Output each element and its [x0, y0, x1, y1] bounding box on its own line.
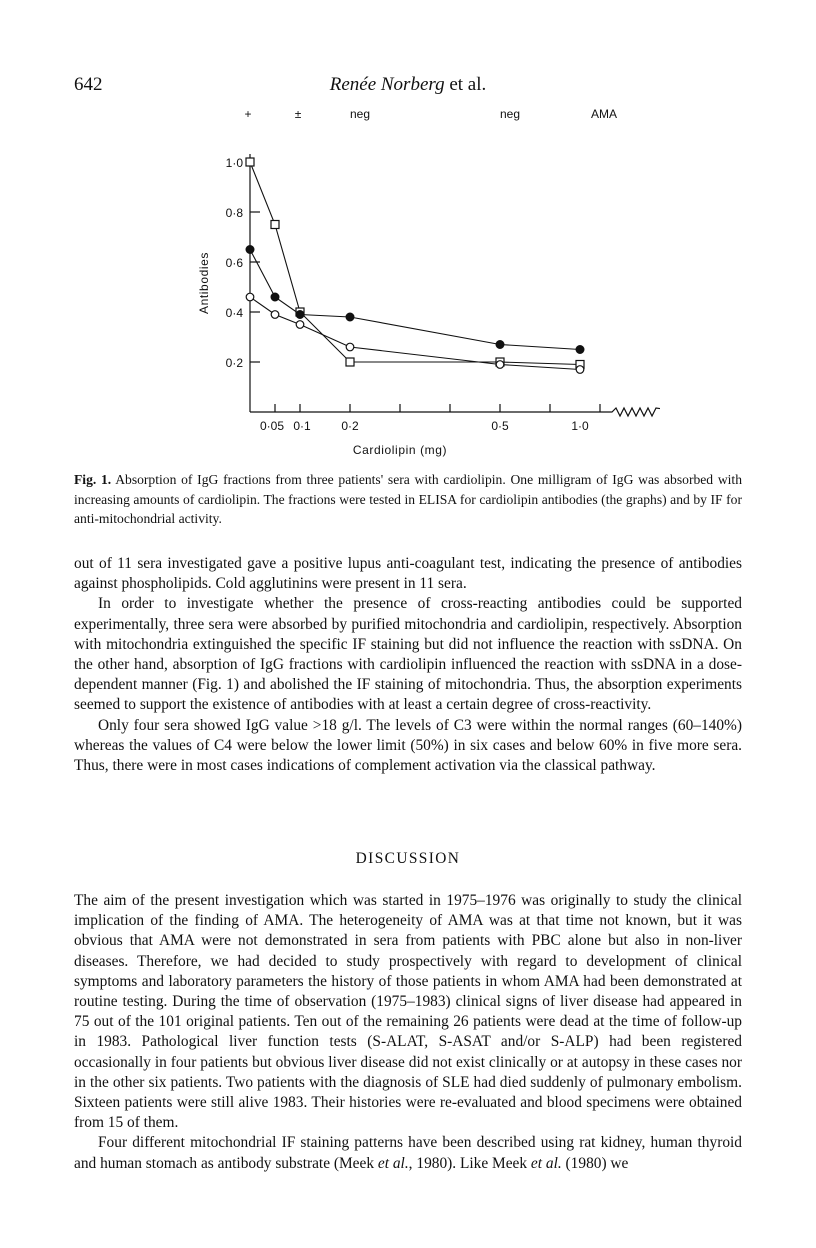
y-tick-label: 0·4	[225, 306, 243, 320]
data-point-open-square	[246, 158, 254, 166]
data-point-open-circle	[496, 361, 504, 369]
et-al-italic: et al.	[377, 1154, 409, 1172]
top-label: +	[244, 107, 252, 121]
data-point-open-circle	[346, 343, 354, 351]
discussion-p2-part-b: , 1980). Like Meek	[408, 1154, 531, 1172]
results-paragraph-2: In order to investigate whether the presence of cross-reacting antibodies could be supported experimentally, three sera were absorbed by purified mitochondria and cardiolipin, respectively. Absorption with mitochondria extinguished the specific IF staining but did not influence the reaction with ssDNA. On the other hand, absorption of IgG fractions with cardiolipin influenced the reaction with ssDNA in a dose-dependent manner (Fig. 1) and abolished the IF staining of mitochondria. Thus, the absorption experiments seemed to support the existence of antibodies with at least a certain degree of cross-reactivity.	[74, 595, 742, 714]
x-tick-label: 0·1	[293, 419, 311, 433]
running-title	[74, 74, 742, 96]
y-tick-label: 1·0	[225, 156, 243, 170]
top-label: neg	[349, 107, 371, 121]
author-name: Renée Norberg	[329, 74, 445, 95]
figure-caption	[74, 470, 742, 529]
y-tick-label: 0·2	[225, 356, 243, 370]
results-paragraph-3: Only four sera showed IgG value >18 g/l. The levels of C3 were within the normal ranges (60–140%) whereas the values of C4 were below the lower limit (50%) in six cases and below 60% in five more sera. Thus, there were in most cases indications of complement activation via the classical pathway.	[74, 716, 742, 775]
data-point-filled-circle	[296, 311, 304, 319]
series-line	[250, 250, 580, 350]
discussion-text	[74, 891, 742, 1174]
page-number: 642	[74, 74, 103, 95]
discussion-paragraph-1: The aim of the present investigation which was started in 1975–1976 was originally to study the clinical implication of the finding of AMA. The heterogeneity of AMA was at that time not known, but it was obvious that AMA were not demonstrated in sera from patients with PBC alone but also in non-liver diseases. Therefore, we had decided to study prospectively with regard to development of clinical symptoms and laboratory parameters the history of those patients in whom AMA had been demonstrated at routine testing. During the time of observation (1975–1983) clinical signs of liver disease had appeared in 75 out of the 101 original patients. Ten out of the remaining 26 patients were dead at the time of follow-up in 1983. Pathological liver function tests (S-ALAT, S-ASAT and/or S-ALP) had been registered occasionally in four patients but obvious liver disease did not exist clinically or at autopsy in these cases nor in the other six patients. Two patients with the diagnosis of SLE had died suddenly of pulmonary embolism. Sixteen patients were still alive 1983. Their histories were re-evaluated and blood specimens were obtained from 15 of them.	[74, 892, 742, 1132]
x-tick-label: 1·0	[571, 419, 589, 433]
y-tick-label: 0·6	[225, 256, 243, 270]
y-tick-label: 0·8	[225, 206, 243, 220]
data-point-open-square	[346, 358, 354, 366]
discussion-p2-part-a: Four different mitochondrial IF staining patterns have been described using rat kidney, human thyroid and human stomach as antibody substrate (Meek	[74, 1134, 742, 1172]
data-point-filled-circle	[271, 293, 279, 301]
et-al-italic: et al.	[530, 1154, 562, 1172]
data-point-open-circle	[296, 321, 304, 329]
data-point-filled-circle	[246, 246, 254, 254]
x-axis-line-with-break	[250, 408, 660, 416]
data-point-open-circle	[576, 366, 584, 374]
x-tick-label: 0·2	[341, 419, 359, 433]
data-point-filled-circle	[576, 346, 584, 354]
results-text	[74, 554, 742, 776]
figure-1-chart	[180, 98, 660, 466]
x-axis-label: Cardiolipin (mg)	[352, 443, 448, 457]
section-heading: DISCUSSION	[355, 850, 461, 867]
results-paragraph-1: out of 11 sera investigated gave a positive lupus anti-coagulant test, indicating the presence of antibodies against phospholipids. Cold agglutinins were present in 11 sera.	[74, 555, 742, 593]
running-header	[74, 74, 742, 100]
et-al: et al.	[444, 74, 487, 95]
y-axis-label: Antibodies	[197, 251, 211, 315]
data-point-filled-circle	[496, 341, 504, 349]
data-point-open-square	[271, 221, 279, 229]
discussion-paragraph-2	[74, 1133, 742, 1173]
data-point-filled-circle	[346, 313, 354, 321]
caption-text: Absorption of IgG fractions from three patients' sera with cardiolipin. One milligram of IgG was absorbed with increasing amounts of cardiolipin. The fractions were tested in ELISA for cardiolipin antibodies (the graphs) and by IF for anti-mitochondrial activity.	[74, 472, 742, 526]
top-label: ±	[294, 107, 302, 121]
series-line	[250, 162, 580, 365]
figure-label: Fig. 1.	[74, 472, 112, 487]
data-point-open-circle	[246, 293, 254, 301]
top-label: neg	[499, 107, 521, 121]
x-tick-label: 0·5	[491, 419, 509, 433]
top-label: AMA	[590, 107, 618, 121]
x-tick-label: 0·05	[259, 419, 285, 433]
data-point-open-circle	[271, 311, 279, 319]
discussion-p2-part-c: (1980) we	[561, 1154, 629, 1172]
